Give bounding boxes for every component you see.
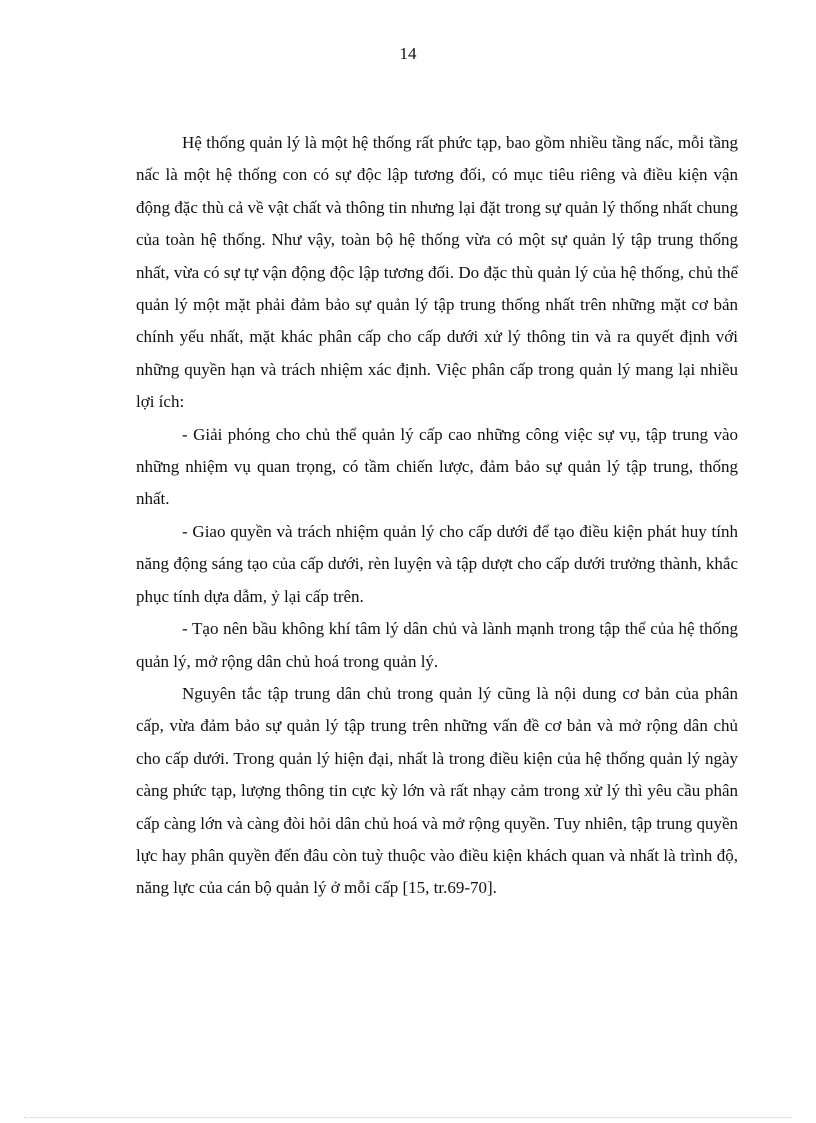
body-text	[136, 127, 738, 905]
bottom-divider	[24, 1117, 792, 1118]
paragraph-benefit-2: - Giao quyền và trách nhiệm quản lý cho cấp dưới để tạo điều kiện phát huy tính năng động sáng tạo của cấp dưới, rèn luyện và tập dượt cho cấp dưới trưởng thành, khắc phục tính dựa dẫm, ỷ lại cấp trên.	[136, 521, 738, 606]
paragraph-intro: Hệ thống quản lý là một hệ thống rất phức tạp, bao gồm nhiều tầng nấc, mỗi tầng nấc là một hệ thống con có sự độc lập tương đối, có mục tiêu riêng và điều kiện vận động đặc thù cả về vật chất và thông tin nhưng lại đặt trong sự quản lý thống nhất chung của toàn hệ thống. Như vậy, toàn bộ hệ thống vừa có một sự quản lý tập trung thống nhất, vừa có sự tự vận động độc lập tương đối. Do đặc thù quản lý của hệ thống, chủ thể quản lý một mặt phải đảm bảo sự quản lý tập trung thống nhất trên những mặt cơ bản chính yếu nhất, mặt khác phân cấp cho cấp dưới xử lý thông tin và ra quyết định với những quyền hạn và trách nhiệm xác định. Việc phân cấp trong quản lý mang lại nhiều lợi ích:	[136, 133, 738, 412]
paragraph-principle: Nguyên tắc tập trung dân chủ trong quản lý cũng là nội dung cơ bản của phân cấp, vừa đảm bảo sự quản lý tập trung trên những vấn đề cơ bản và mở rộng dân chủ cho cấp dưới. Trong quản lý hiện đại, nhất là trong điều kiện của hệ thống quản lý ngày càng phức tạp, lượng thông tin cực kỳ lớn và rất nhạy cảm trong xử lý thì yêu cầu phân cấp càng lớn và càng đòi hỏi dân chủ hoá và mở rộng quyền. Tuy nhiên, tập trung quyền lực hay phân quyền đến đâu còn tuỳ thuộc vào điều kiện khách quan và nhất là trình độ, năng lực của cán bộ quản lý ở mỗi cấp [15, tr.69-70].	[136, 683, 738, 898]
paragraph-benefit-3: - Tạo nên bầu không khí tâm lý dân chủ và lành mạnh trong tập thể của hệ thống quản lý, mở rộng dân chủ hoá trong quản lý.	[136, 619, 738, 671]
paragraph-benefit-1: - Giải phóng cho chủ thể quản lý cấp cao những công việc sự vụ, tập trung vào những nhiệm vụ quan trọng, có tầm chiến lược, đảm bảo sự quản lý tập trung, thống nhất.	[136, 424, 738, 509]
page-number: 14	[399, 44, 417, 63]
